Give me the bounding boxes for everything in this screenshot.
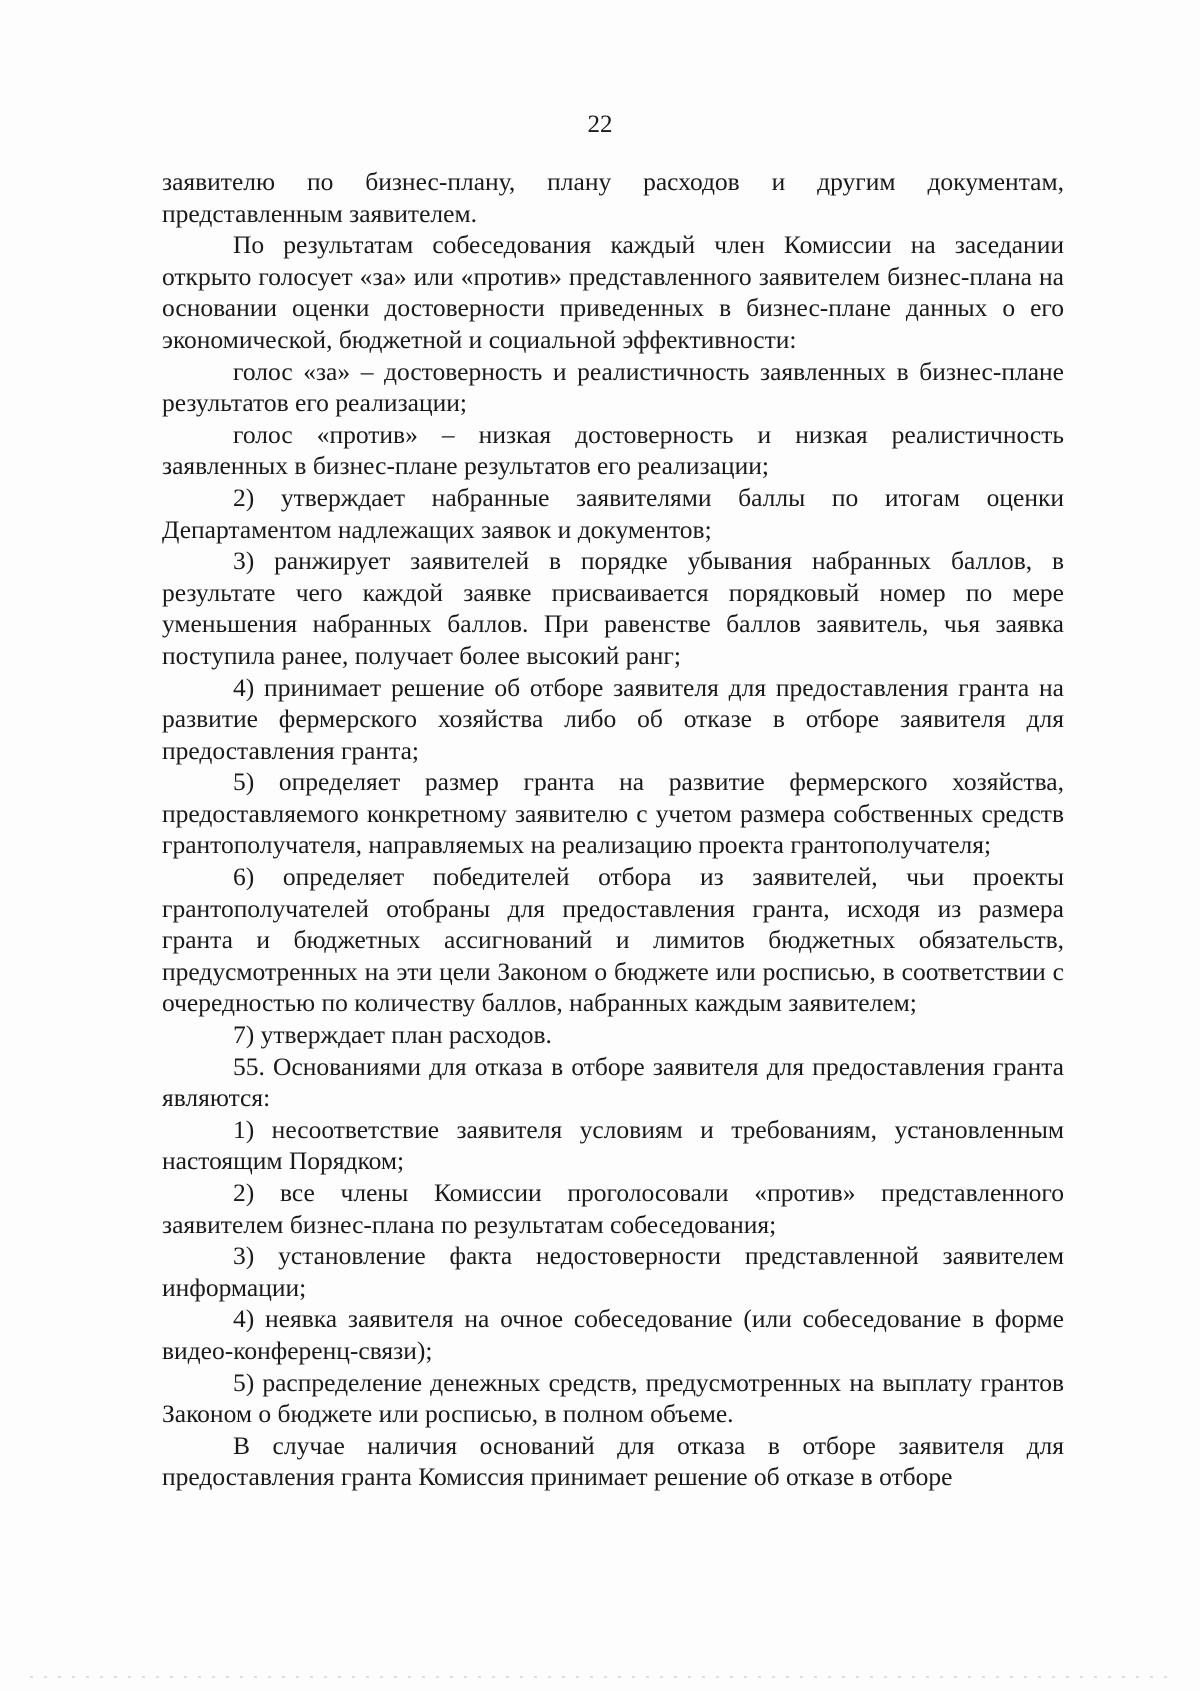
- paragraph: голос «за» – достоверность и реалистичность заявленных в бизнес-плане результатов его реализации;: [162, 356, 1064, 418]
- page-number: 22: [587, 111, 613, 138]
- paragraph: 5) определяет размер гранта на развитие фермерского хозяйства, предоставляемого конкретному заявителю с учетом размера собственных средств грантополучателя, направляемых на реализацию проекта грантополучателя;: [162, 767, 1064, 860]
- paragraph: 2) все члены Комиссии проголосовали «против» представленного заявителем бизнес-плана по результатам собеседования;: [162, 1178, 1064, 1239]
- paragraph: 2) утверждает набранные заявителями баллы по итогам оценки Департаментом надлежащих заявок и документов;: [162, 482, 1064, 544]
- paragraph: 4) принимает решение об отборе заявителя для предоставления гранта на развитие фермерского хозяйства либо об отказе в отборе заявителя для предоставления гранта;: [162, 672, 1064, 765]
- paragraph: В случае наличия оснований для отказа в отборе заявителя для предоставления гранта Комиссия принимает решение об отказе в отборе: [162, 1430, 1064, 1492]
- paragraph: 6) определяет победителей отбора из заявителей, чьи проекты грантополучателей отобраны для предоставления гранта, исходя из размера гранта и бюджетных ассигнований и лимитов бюджетных обязательств, предусмотренных на эти цели Законом о бюджете или росписью, в соответствии с очередностью по количеству баллов, набранных каждым заявителем;: [162, 862, 1064, 1018]
- paragraph: 7) утверждает план расходов.: [233, 1020, 552, 1050]
- paragraph: 1) несоответствие заявителя условиям и требованиям, установленным настоящим Порядком;: [162, 1114, 1064, 1176]
- paragraph: голос «против» – низкая достоверность и низкая реалистичность заявленных в бизнес-плане результатов его реализации;: [162, 419, 1064, 481]
- paragraph: 3) установление факта недостоверности представленной заявителем информации;: [162, 1241, 1064, 1302]
- scan-edge-artifact: [30, 1676, 1170, 1678]
- paragraph: 4) неявка заявителя на очное собеседование (или собеседование в форме видео-конференц-связи);: [162, 1304, 1064, 1365]
- paragraph: заявителю по бизнес-плану, плану расходов и другим документам, представленным заявителем.: [162, 167, 1064, 228]
- paragraph: 5) распределение денежных средств, предусмотренных на выплату грантов Законом о бюджете или росписью, в полном объеме.: [162, 1367, 1064, 1429]
- paragraph: По результатам собеседования каждый член Комиссии на заседании открыто голосует «за» или «против» представленного заявителем бизнес-плана на основании оценки достоверности приведенных в бизнес-плане данных о его экономической, бюджетной и социальной эффективности:: [162, 230, 1064, 354]
- paragraph: 3) ранжирует заявителей в порядке убывания набранных баллов, в результате чего каждой заявке присваивается порядковый номер по мере уменьшения набранных баллов. При равенстве баллов заявитель, чья заявка поступила ранее, получает более высокий ранг;: [162, 546, 1064, 670]
- paragraph: 55. Основаниями для отказа в отборе заявителя для предоставления гранта являются:: [162, 1051, 1064, 1113]
- document-body: [162, 166, 1064, 1493]
